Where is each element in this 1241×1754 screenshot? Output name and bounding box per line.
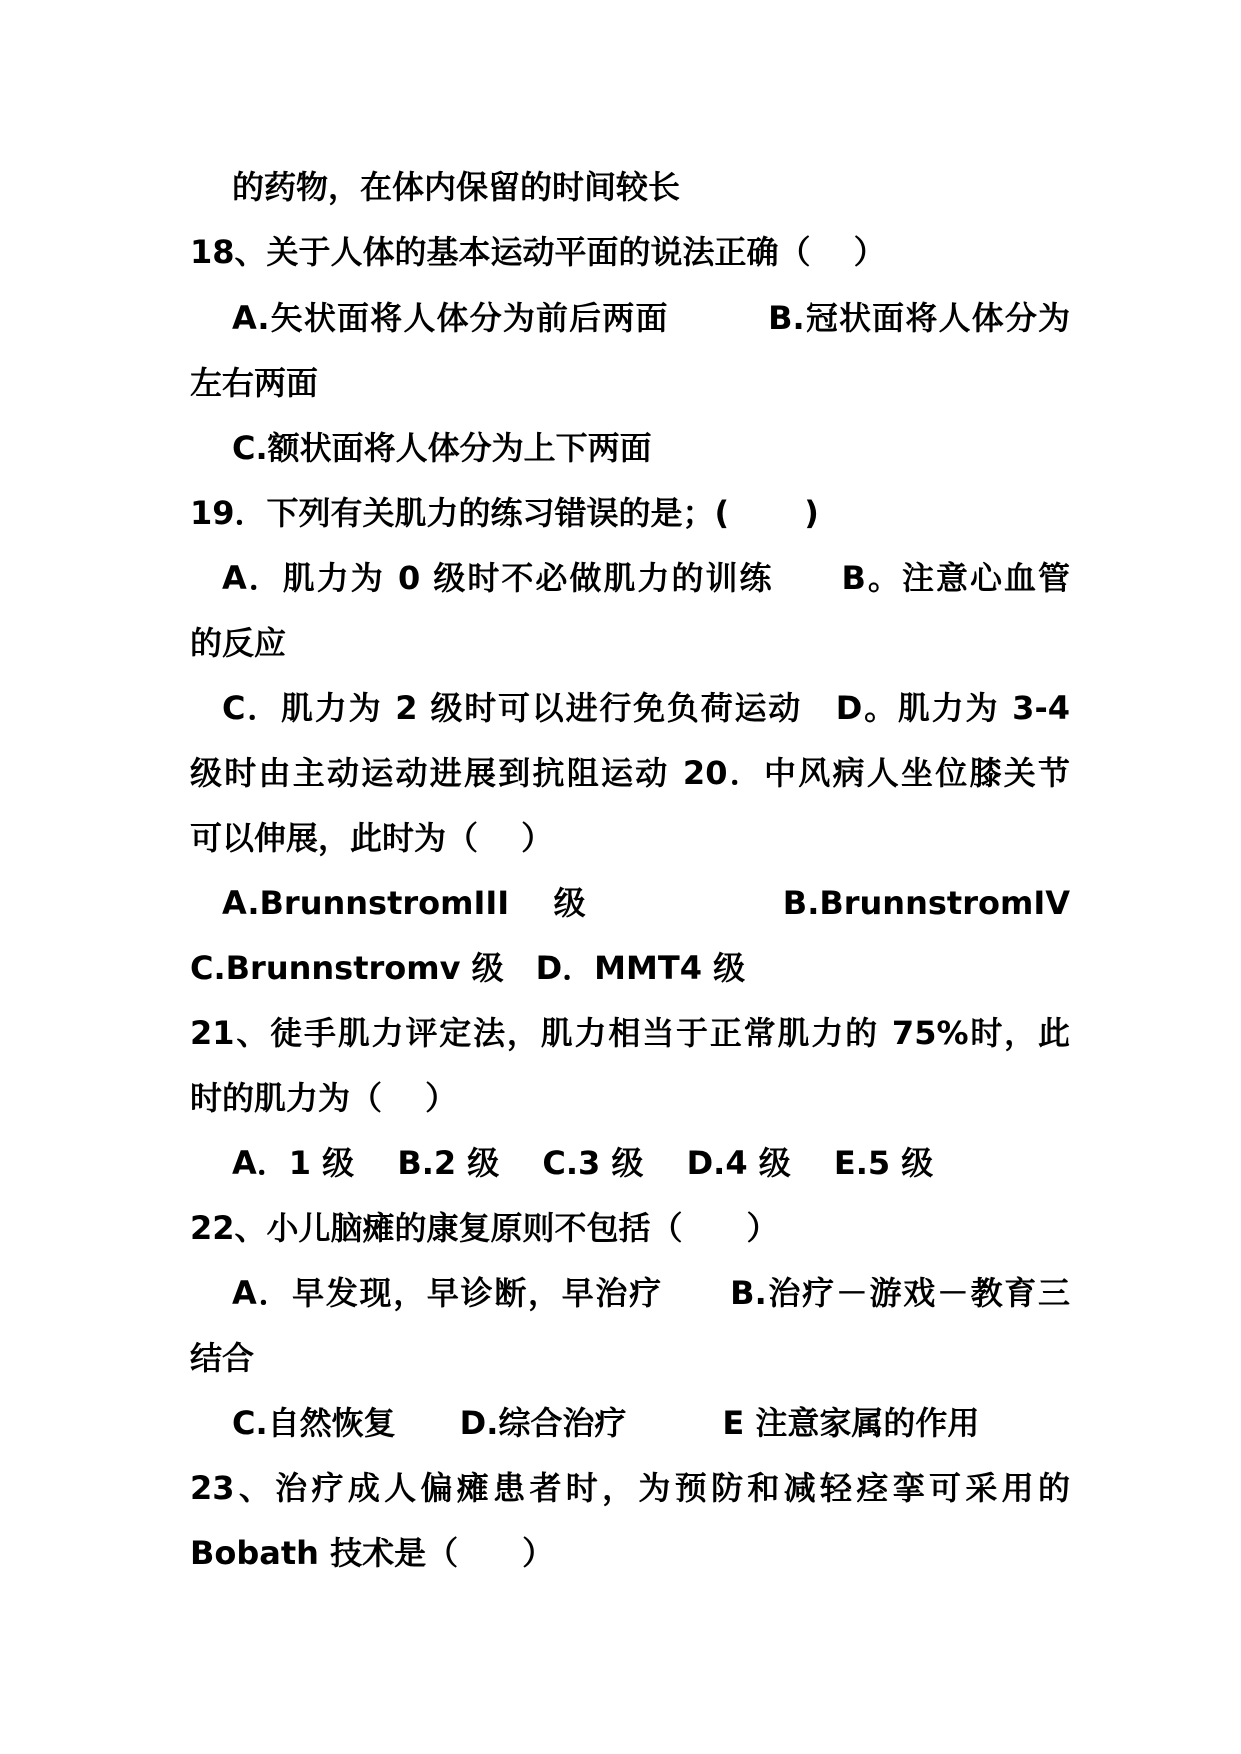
- question-23: 23、治疗成人偏瘫患者时，为预防和减轻痉挛可采用的: [190, 1469, 1070, 1507]
- text-line-4: 左右两面: [190, 364, 319, 402]
- question-22-options-cde: C.自然恢复 D.综合治疗 E 注意家属的作用: [232, 1404, 980, 1442]
- question-19: 19．下列有关肌力的练习错误的是；( ): [190, 494, 819, 532]
- text-line-22: Bobath 技术是（ ）: [190, 1534, 555, 1572]
- text-line-8: 的反应: [190, 624, 287, 662]
- question-19-options-cd: C．肌力为 2 级时可以进行免负荷运动 D。肌力为 3-4: [222, 689, 1070, 727]
- question-22-options-ab: A．早发现，早诊断，早治疗 B.治疗－游戏－教育三: [232, 1274, 1070, 1312]
- question-21: 21、徒手肌力评定法，肌力相当于正常肌力的 75%时，此: [190, 1014, 1070, 1052]
- question-18-options-ab: A.矢状面将人体分为前后两面 B.冠状面将人体分为: [232, 299, 1070, 337]
- question-18-option-c: C.额状面将人体分为上下两面: [232, 429, 652, 467]
- text-line-19: 结合: [190, 1339, 255, 1377]
- text-line-15: 时的肌力为（ ）: [190, 1079, 458, 1117]
- question-20-options-cd: C.Brunnstromv 级 D．MMT4 级: [190, 949, 746, 987]
- question-20: 级时由主动运动进展到抗阻运动 20．中风病人坐位膝关节: [190, 754, 1070, 792]
- question-20-options-ab: A.BrunnstromIII 级 B.BrunnstromIV: [222, 884, 1070, 922]
- question-19-options-ab: A．肌力为 0 级时不必做肌力的训练 B。注意心血管: [222, 559, 1070, 597]
- text-line-11: 可以伸展，此时为（ ）: [190, 819, 554, 857]
- question-21-options: A．1 级 B.2 级 C.3 级 D.4 级 E.5 级: [232, 1144, 934, 1182]
- question-18: 18、关于人体的基本运动平面的说法正确（ ）: [190, 233, 886, 271]
- text-line-1: 的药物，在体内保留的时间较长: [232, 168, 681, 206]
- question-22: 22、小儿脑瘫的康复原则不包括（ ）: [190, 1209, 779, 1247]
